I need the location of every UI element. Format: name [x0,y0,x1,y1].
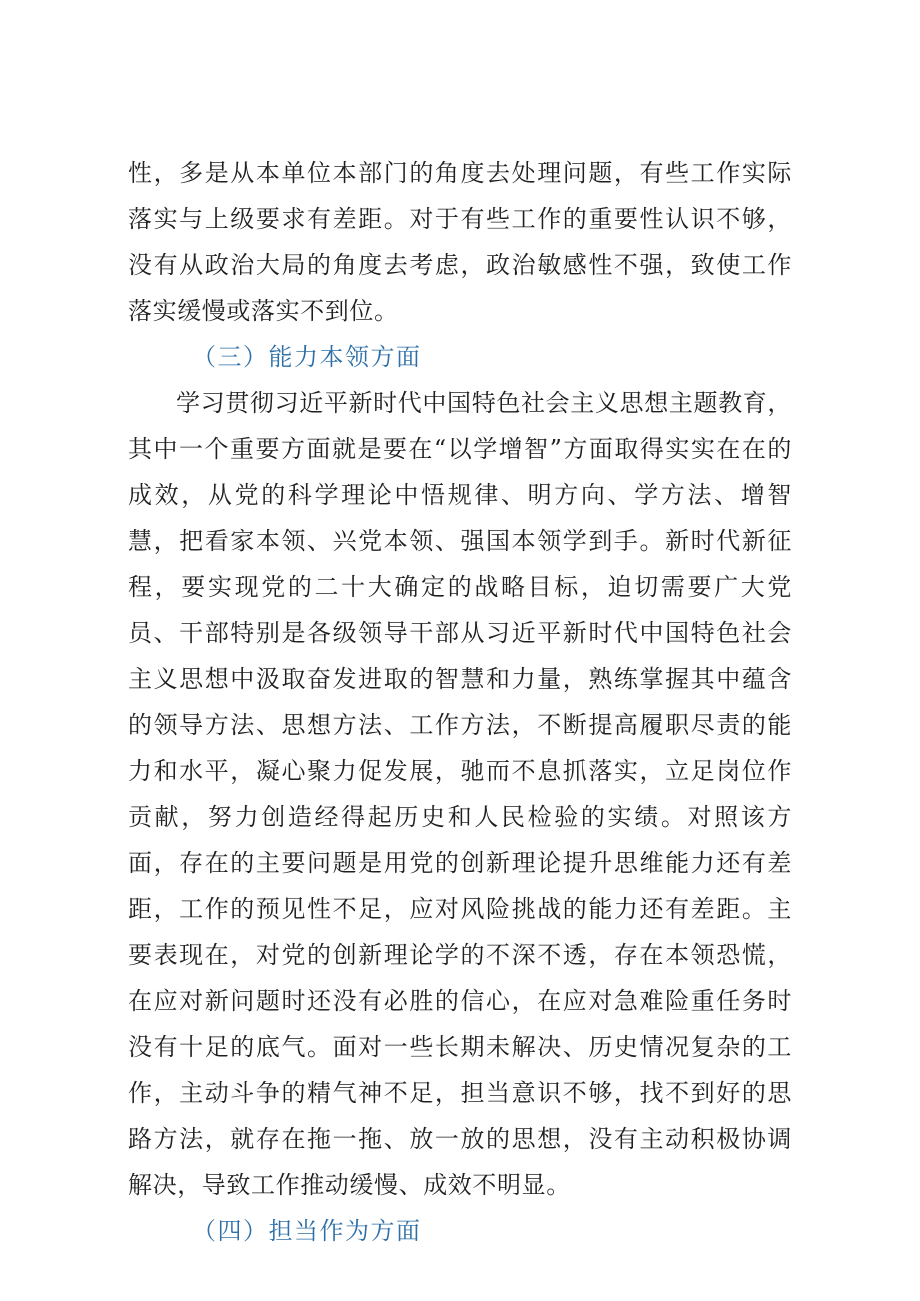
document-body [128,150,792,1254]
section-three-heading: （三）能力本领方面 [192,343,422,371]
section-three-body: 学习贯彻习近平新时代中国特色社会主义思想主题教育，其中一个重要方面就是要在“以学增智”方面取得实实在在的成效，从党的科学理论中悟规律、明方向、学方法、增智慧，把看家本领、兴党本领、强国本领学到手。新时代新征程，要实现党的二十大确定的战略目标，迫切需要广大党员、干部特别是各级领导干部从习近平新时代中国特色社会主义思想中汲取奋发进取的智慧和力量，熟练掌握其中蕴含的领导方法、思想方法、工作方法，不断提高履职尽责的能力和水平，凝心聚力促发展，驰而不息抓落实，立足岗位作贡献，努力创造经得起历史和人民检验的实绩。对照该方面，存在的主要问题是用党的创新理论提升思维能力还有差距，工作的预见性不足，应对风险挑战的能力还有差距。主要表现在，对党的创新理论学的不深不透，存在本领恐慌，在应对新问题时还没有必胜的信心，在应对急难险重任务时没有十足的底气。面对一些长期未解决、历史情况复杂的工作，主动斗争的精气神不足，担当意识不够，找不到好的思路方法，就存在拖一拖、放一放的思想，没有主动积极协调解决，导致工作推动缓慢、成效不明显。 [128,389,792,1199]
continued-paragraph: 性，多是从本单位本部门的角度去处理问题，有些工作实际落实与上级要求有差距。对于有些工作的重要性认识不够，没有从政治大局的角度去考虑，政治敏感性不强，致使工作落实缓慢或落实不到位。 [128,159,792,325]
section-four-heading: （四）担当作为方面 [192,1217,422,1245]
